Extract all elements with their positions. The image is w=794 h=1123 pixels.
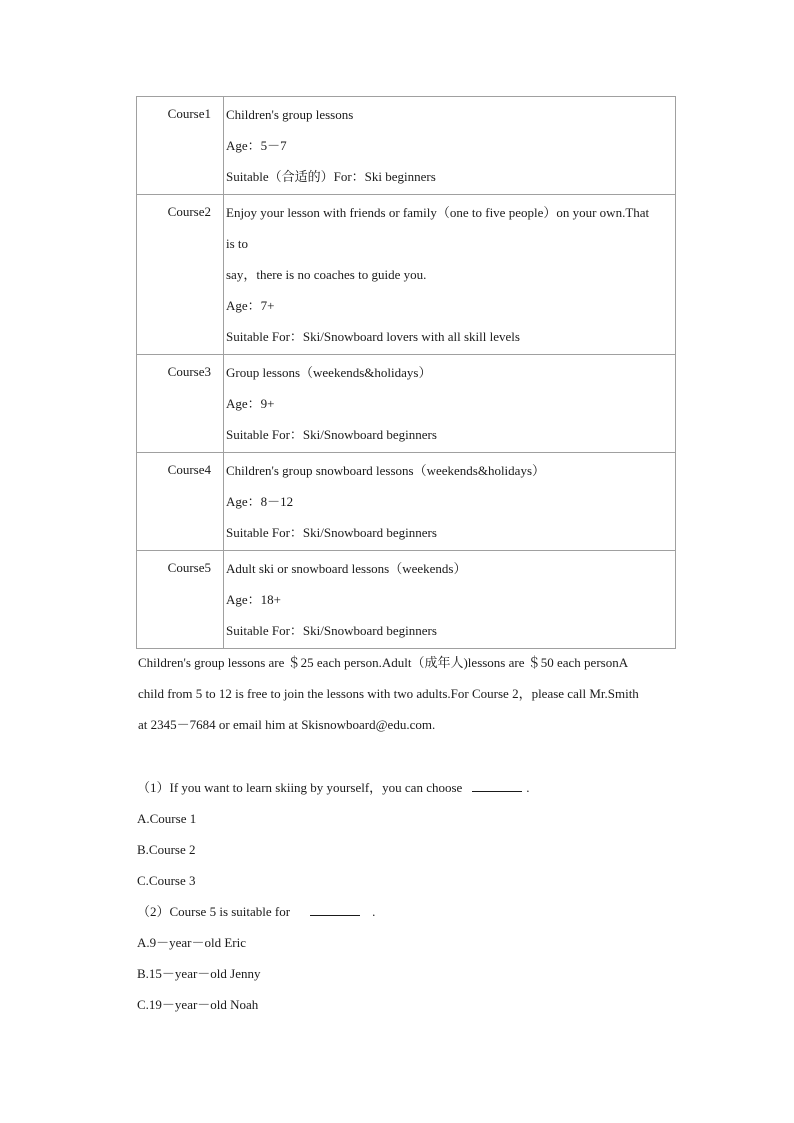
course-name: Course1 (137, 97, 224, 195)
option: C.19－year－old Noah (137, 997, 259, 1012)
notice-line: Children's group lessons are ＄25 each person.Adult（成年人)lessons are ＄50 each personA (138, 655, 629, 670)
course-row-2 (137, 195, 676, 355)
course-line: Age：7+ (226, 298, 275, 313)
course-line: Suitable For：Ski/Snowboard beginners (226, 623, 437, 638)
course-details (224, 453, 676, 551)
course-row-5 (137, 551, 676, 649)
course-line: Children's group snowboard lessons（weekends&holidays） (226, 463, 546, 478)
notice-line: child from 5 to 12 is free to join the lessons with two adults.For Course 2，please call Mr.Smith (138, 686, 639, 701)
course-details (224, 195, 676, 355)
option: A.Course 1 (137, 811, 197, 826)
course-line: Suitable For：Ski/Snowboard beginners (226, 525, 437, 540)
answer-blank (310, 903, 360, 916)
price-notice (138, 654, 678, 747)
course-line: is to (226, 236, 249, 251)
course-line: Age：8－12 (226, 494, 294, 509)
answer-blank (472, 779, 522, 792)
course-line: Age：5－7 (226, 138, 287, 153)
course-name: Course4 (137, 453, 224, 551)
course-line: Enjoy your lesson with friends or family（one to five people）on your own.That (226, 205, 650, 220)
option: B.15－year－old Jenny (137, 966, 261, 981)
course-row-1 (137, 97, 676, 195)
course-name: Course5 (137, 551, 224, 649)
course-details (224, 97, 676, 195)
course-row-4 (137, 453, 676, 551)
question-text: （1）If you want to learn skiing by yourself，you can choose (137, 780, 463, 795)
course-details (224, 355, 676, 453)
course-line: Age：9+ (226, 396, 275, 411)
question-text: （2）Course 5 is suitable for (137, 904, 291, 919)
option: B.Course 2 (137, 842, 196, 857)
course-line: Suitable For：Ski/Snowboard beginners (226, 427, 437, 442)
course-line: Suitable（合适的）For：Ski beginners (226, 169, 436, 184)
course-line: Age：18+ (226, 592, 281, 607)
question-suffix: . (526, 780, 530, 795)
question-suffix: . (372, 904, 376, 919)
option: A.9－year－old Eric (137, 935, 247, 950)
course-line: Children's group lessons (226, 107, 354, 122)
notice-line: at 2345－7684 or email him at Skisnowboard@edu.com. (138, 717, 436, 732)
question-list (137, 779, 677, 1027)
course-line: Adult ski or snowboard lessons（weekends） (226, 561, 467, 576)
question-1 (137, 779, 677, 797)
course-line: Group lessons（weekends&holidays） (226, 365, 432, 380)
question-2 (137, 903, 677, 921)
course-row-3 (137, 355, 676, 453)
course-name: Course2 (137, 195, 224, 355)
course-table (136, 96, 676, 649)
course-line: Suitable For：Ski/Snowboard lovers with all skill levels (226, 329, 520, 344)
course-details (224, 551, 676, 649)
course-line: say，there is no coaches to guide you. (226, 267, 427, 282)
option: C.Course 3 (137, 873, 196, 888)
course-name: Course3 (137, 355, 224, 453)
